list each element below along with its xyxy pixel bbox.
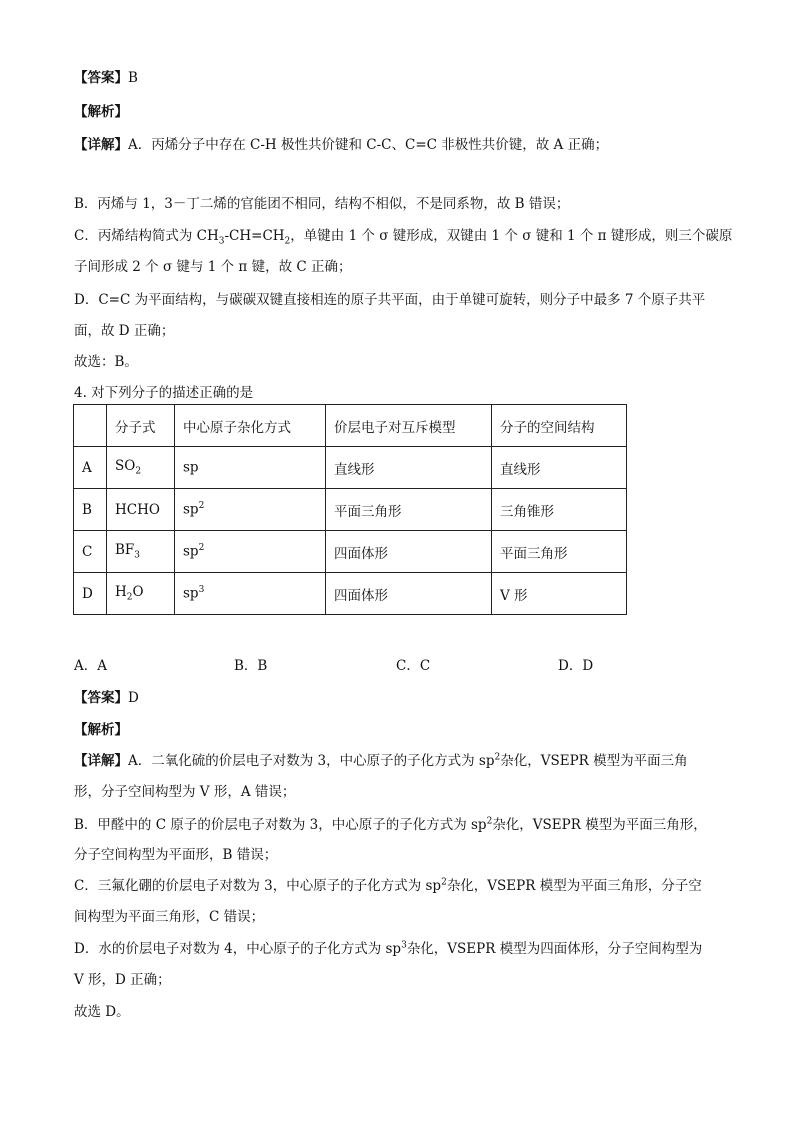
- q4-detail-label: 【详解】: [74, 753, 128, 769]
- formula-sub: 2: [126, 592, 133, 603]
- q4-conclusion: 故选 D。: [74, 1004, 130, 1020]
- q3-line-c1: [74, 224, 732, 247]
- table-header-cell: 中心原子杂化方式: [175, 405, 326, 447]
- hyb-sup: 2: [198, 543, 205, 554]
- q4-line-a1-pre: A．二氧化硫的价层电子对数为 3，中心原子的子化方式为 sp: [128, 753, 495, 769]
- q4-line-d1: [74, 937, 702, 957]
- q3-answer-line: [74, 66, 138, 86]
- q4-line-b1: [74, 813, 707, 833]
- shape-cell: 平面三角形: [492, 531, 627, 573]
- q4-answer-line: [74, 686, 139, 706]
- formula-base: HCHO: [115, 501, 160, 518]
- option-c: C．C: [396, 658, 431, 674]
- q3-line-c1-sub2: 2: [284, 236, 291, 247]
- table-row: [74, 447, 627, 489]
- q4-line-b1-pre: B．甲醛中的 C 原子的价层电子对数为 3，中心原子的子化方式为 sp: [74, 817, 487, 833]
- shape-cell: 三角锥形: [492, 489, 627, 531]
- q4-stem: 4. 对下列分子的描述正确的是: [74, 385, 254, 401]
- q4-line-c2: 间构型为平面三角形，C 错误；: [74, 909, 265, 925]
- q4-table: [73, 404, 627, 615]
- table-row: [74, 489, 627, 531]
- q4-line-b1-sup: 2: [486, 816, 493, 827]
- q4-options: [74, 654, 674, 674]
- hyb-base: sp: [183, 459, 199, 476]
- q3-detail-a: [74, 133, 608, 153]
- q3-analysis-label: 【解析】: [74, 104, 128, 120]
- q4-analysis-label: 【解析】: [74, 722, 128, 738]
- row-label: D: [74, 573, 107, 615]
- formula-sub: 2: [135, 466, 142, 477]
- formula-cell: [107, 489, 175, 531]
- table-header-cell: 分子的空间结构: [492, 405, 627, 447]
- q3-detail-label: 【详解】: [74, 137, 128, 153]
- q4-line-d1-pre: D．水的价层电子对数为 4，中心原子的子化方式为 sp: [74, 941, 402, 957]
- shape-cell: V 形: [492, 573, 627, 615]
- q3-answer-value: B: [128, 70, 138, 86]
- formula-base: H: [115, 584, 127, 601]
- q3-line-a: A．丙烯分子中存在 C-H 极性共价键和 C-C、C=C 非极性共价键，故 A 正确；: [128, 137, 609, 153]
- q4-line-d1-sup: 3: [401, 940, 407, 951]
- q3-line-c1-post: ，单键由 1 个 σ 键形成，双键由 1 个 σ 键和 1 个 π 键形成，则三个碳原: [290, 228, 733, 244]
- option-d: D．D: [558, 658, 594, 674]
- q4-answer-label: 【答案】: [74, 690, 128, 706]
- q4-line-a2: 形，分子空间构型为 V 形，A 错误；: [74, 784, 296, 800]
- q4-line-b1-post: 杂化，VSEPR 模型为平面三角形，: [492, 817, 707, 833]
- formula-cell: [107, 447, 175, 489]
- q3-line-d1: D．C=C 为平面结构，与碳碳双键直接相连的原子共平面，由于单键可旋转，则分子中最多 7 个原子共平: [74, 292, 706, 308]
- q3-line-c2: 子间形成 2 个 σ 键与 1 个 π 键，故 C 正确；: [74, 259, 352, 275]
- row-label: C: [74, 531, 107, 573]
- q4-line-c1: [74, 874, 702, 894]
- vsepr-cell: 平面三角形: [326, 489, 492, 531]
- table-header-cell: 价层电子对互斥模型: [326, 405, 492, 447]
- hyb-base: sp: [183, 543, 199, 560]
- q4-line-d1-post: 杂化，VSEPR 模型为四面体形，分子空间构型为: [406, 941, 703, 957]
- q3-line-c1-mid: -CH=CH: [224, 228, 285, 244]
- table-header-cell: 分子式: [107, 405, 175, 447]
- q3-line-b: B．丙烯与 1，3－丁二烯的官能团不相同，结构不相似，不是同系物，故 B 错误；: [74, 196, 570, 212]
- hybridization-cell: [175, 573, 326, 615]
- table-row: [74, 573, 627, 615]
- shape-cell: 直线形: [492, 447, 627, 489]
- q4-line-c1-pre: C．三氟化硼的价层电子对数为 3，中心原子的子化方式为 sp: [74, 878, 442, 894]
- q4-line-a1-post: 杂化，VSEPR 模型为平面三角: [500, 753, 688, 769]
- formula-base: SO: [115, 458, 136, 475]
- formula-cell: [107, 573, 175, 615]
- formula-tail: O: [132, 584, 144, 601]
- option-b: B．B: [234, 658, 268, 674]
- formula-cell: [107, 531, 175, 573]
- formula-base: BF: [115, 542, 135, 559]
- q4-line-a1-sup: 2: [494, 752, 501, 763]
- vsepr-cell: 四面体形: [326, 573, 492, 615]
- q4-line-a1: [74, 749, 688, 769]
- hyb-base: sp: [183, 501, 199, 518]
- q3-answer-label: 【答案】: [74, 70, 128, 86]
- q4-line-c1-sup: 2: [441, 877, 447, 888]
- table-header-cell: [74, 405, 107, 447]
- hyb-sup: 2: [198, 501, 205, 512]
- row-label: A: [74, 447, 107, 489]
- hybridization-cell: [175, 531, 326, 573]
- q3-line-c1-pre: C．丙烯结构简式为 CH: [74, 228, 219, 244]
- table-header-row: [74, 405, 627, 447]
- vsepr-cell: 四面体形: [326, 531, 492, 573]
- q3-line-c1-sub1: 3: [218, 236, 225, 247]
- q4-line-d2: V 形，D 正确；: [74, 972, 171, 988]
- vsepr-cell: 直线形: [326, 447, 492, 489]
- q4-line-c1-post: 杂化，VSEPR 模型为平面三角形，分子空: [446, 878, 702, 894]
- hybridization-cell: [175, 489, 326, 531]
- option-a: A．A: [74, 658, 107, 674]
- hyb-base: sp: [183, 585, 199, 602]
- q4-line-b2: 分子空间构型为平面形，B 错误；: [74, 847, 278, 863]
- row-label: B: [74, 489, 107, 531]
- hybridization-cell: [175, 447, 326, 489]
- q3-line-d2: 面，故 D 正确；: [74, 323, 175, 339]
- q4-answer-value: D: [128, 690, 139, 706]
- table-row: [74, 531, 627, 573]
- hyb-sup: 3: [198, 585, 205, 596]
- formula-sub: 3: [134, 550, 141, 561]
- q3-conclusion: 故选：B。: [74, 354, 138, 370]
